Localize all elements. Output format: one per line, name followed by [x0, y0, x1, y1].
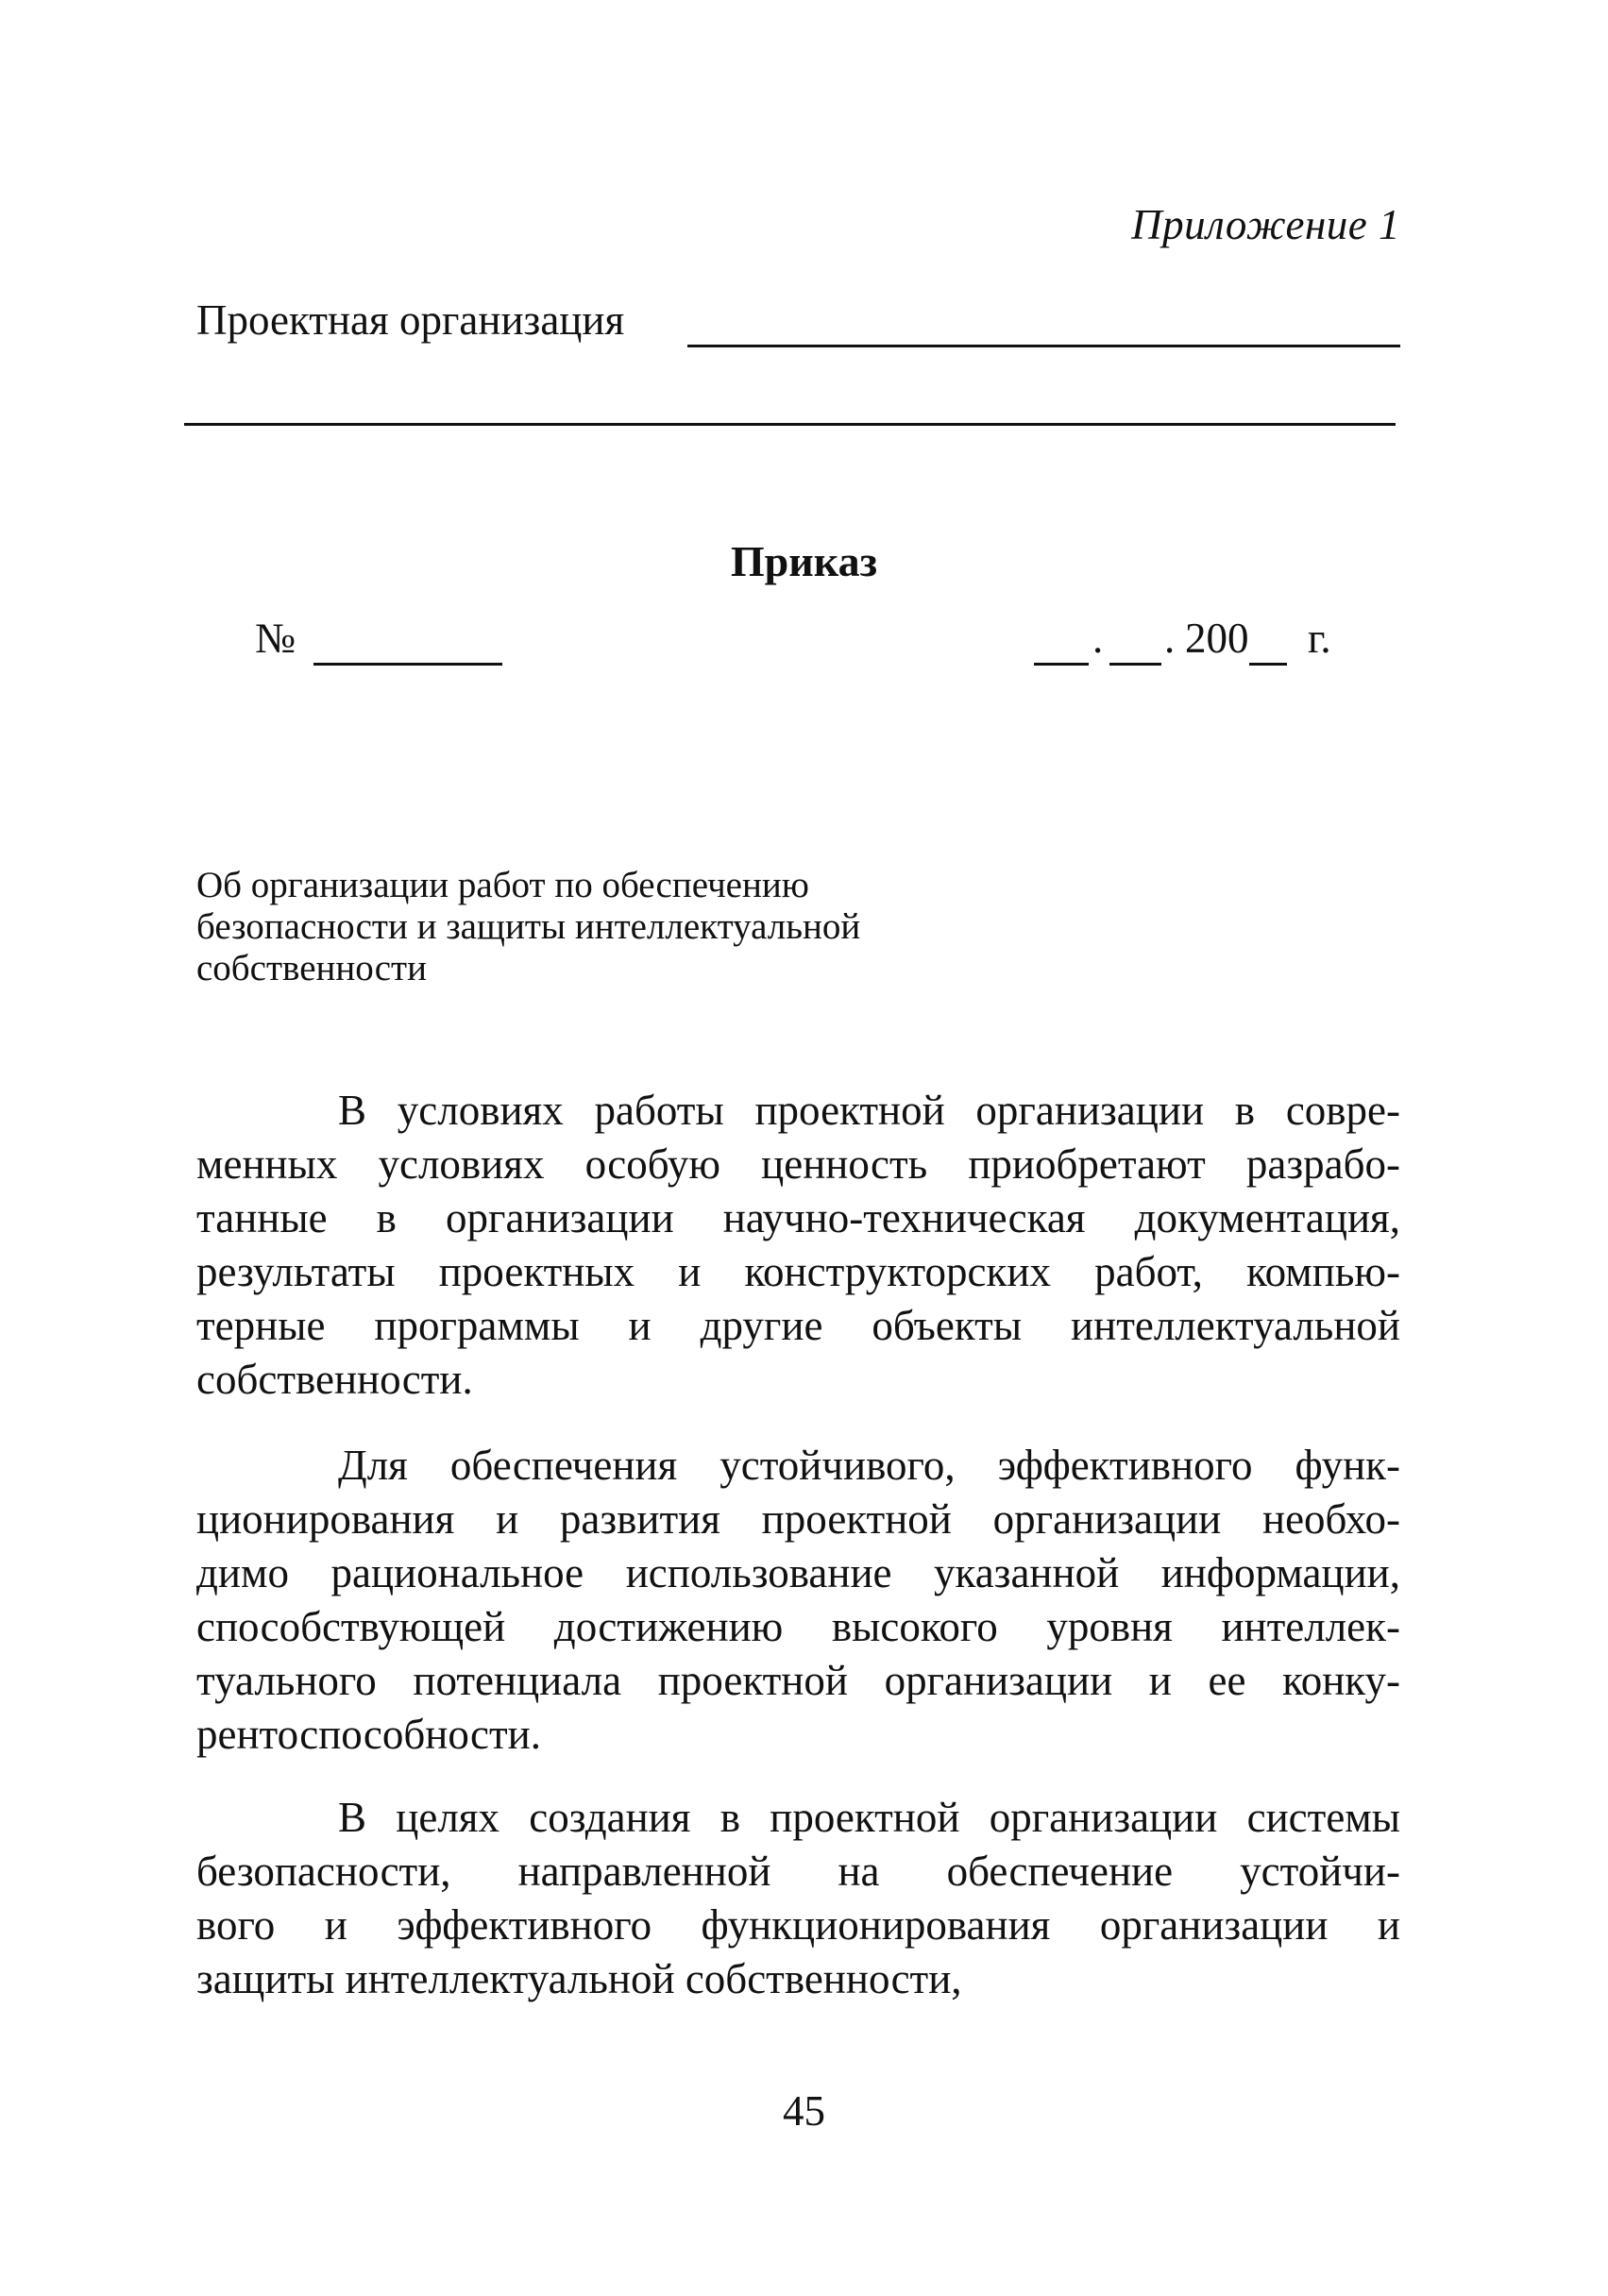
organization-row [196, 295, 1405, 352]
page-number: 45 [783, 2087, 825, 2135]
paragraph-line: Для обеспечения устойчивого, эффективного функ- [338, 1442, 1400, 1489]
paragraph-line: танные в организации научно-техническая документация, [196, 1194, 1400, 1241]
order-title: Приказ [730, 537, 878, 585]
paragraph-line: В условиях работы проектной организации в совре- [338, 1087, 1400, 1134]
date-year-prefix: 200 [1185, 615, 1249, 662]
paragraph-line: ционирования и развития проектной организации необхо- [196, 1495, 1400, 1543]
body-paragraph-1 [196, 1084, 1400, 1407]
date-year-suffix: г. [1308, 615, 1331, 662]
order-date-row [1034, 614, 1383, 670]
order-number-blank [313, 663, 502, 666]
date-dot-2: . [1164, 615, 1176, 662]
body-paragraph-2 [196, 1439, 1400, 1762]
subject-line: безопасности и защиты интеллектуальной [196, 906, 861, 947]
paragraph-line: туального потенциала проектной организации и ее конку- [196, 1657, 1400, 1704]
paragraph-line: вого и эффективного функционирования организации и [196, 1901, 1400, 1949]
order-subject [196, 865, 1046, 989]
body-paragraph-3 [196, 1791, 1400, 2006]
paragraph-line: защиты интеллектуальной собственности, [196, 1955, 962, 2002]
paragraph-line: способствующей достижению высокого уровня интеллек- [196, 1603, 1400, 1650]
paragraph-line: димо рациональное использование указанной информации, [196, 1549, 1400, 1596]
date-dot-1: . [1092, 615, 1104, 662]
annex-label: Приложение 1 [1131, 201, 1400, 248]
date-month-blank [1109, 663, 1161, 666]
paragraph-line: рентоспособности. [196, 1711, 541, 1758]
organization-fill-line [687, 345, 1400, 347]
number-sign: № [255, 615, 296, 662]
date-day-blank [1034, 663, 1089, 666]
subject-line: собственности [196, 948, 427, 988]
organization-fill-line-second [184, 423, 1396, 426]
paragraph-line: собственности. [196, 1356, 473, 1403]
paragraph-line: безопасности, направленной на обеспечение устойчи- [196, 1848, 1400, 1895]
paragraph-line: результаты проектных и конструкторских работ, компью- [196, 1248, 1400, 1295]
subject-line: Об организации работ по обеспечению [196, 865, 809, 905]
paragraph-line: терные программы и другие объекты интеллектуальной [196, 1302, 1400, 1349]
date-year-blank [1249, 663, 1287, 666]
paragraph-line: менных условиях особую ценность приобретают разрабо- [196, 1140, 1400, 1188]
organization-label: Проектная организация [196, 296, 625, 344]
paragraph-line: В целях создания в проектной организации системы [338, 1794, 1400, 1841]
